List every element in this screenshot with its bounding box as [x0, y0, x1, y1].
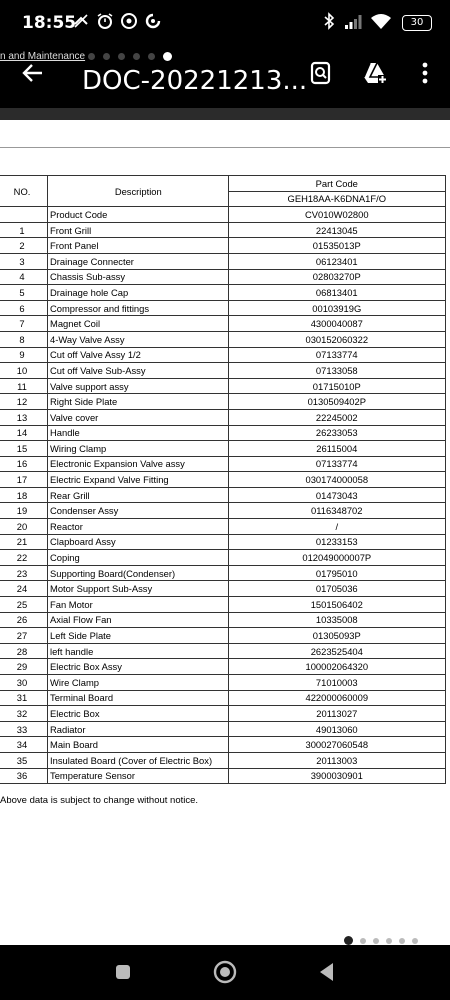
- status-time: 18:55: [22, 13, 77, 33]
- row-number: 6: [0, 300, 48, 316]
- row-description: Compressor and fittings: [48, 300, 229, 316]
- notification-icons: [72, 12, 162, 30]
- row-number: 4: [0, 269, 48, 285]
- row-number: 3: [0, 253, 48, 269]
- table-row: [0, 269, 446, 285]
- row-number: 5: [0, 285, 48, 301]
- row-part-code: 030174000058: [228, 472, 445, 488]
- row-description: Cut off Valve Sub-Assy: [48, 363, 229, 379]
- table-row: [0, 487, 446, 503]
- row-part-code: 71010003: [228, 675, 445, 691]
- row-number: 15: [0, 441, 48, 457]
- whatsapp-icon: [120, 12, 138, 30]
- sync-icon: [144, 12, 162, 30]
- row-part-code: 06813401: [228, 285, 445, 301]
- row-description: Wiring Clamp: [48, 441, 229, 457]
- row-description: Valve cover: [48, 409, 229, 425]
- signal-icon: [344, 12, 362, 30]
- page-indicator-bottom: [344, 936, 418, 945]
- row-description: Terminal Board: [48, 690, 229, 706]
- row-number: 9: [0, 347, 48, 363]
- table-row: [0, 597, 446, 613]
- row-number: 16: [0, 456, 48, 472]
- table-row: [0, 425, 446, 441]
- row-number: 19: [0, 503, 48, 519]
- row-part-code: 01535013P: [228, 238, 445, 254]
- row-part-code: 01715010P: [228, 378, 445, 394]
- table-row: [0, 534, 446, 550]
- table-row: [0, 721, 446, 737]
- row-part-code: 07133058: [228, 363, 445, 379]
- table-row: [0, 612, 446, 628]
- row-number: 11: [0, 378, 48, 394]
- recent-apps-icon[interactable]: [110, 959, 136, 985]
- row-description: Left Side Plate: [48, 628, 229, 644]
- table-row: [0, 222, 446, 238]
- row-part-code: 0130509402P: [228, 394, 445, 410]
- table-row: [0, 628, 446, 644]
- system-icons: [322, 12, 392, 30]
- table-row: [0, 690, 446, 706]
- row-description: Front Grill: [48, 222, 229, 238]
- row-number: 1: [0, 222, 48, 238]
- row-part-code: 06123401: [228, 253, 445, 269]
- row-number: 21: [0, 534, 48, 550]
- row-number: 30: [0, 675, 48, 691]
- alarm-icon: [96, 12, 114, 30]
- row-part-code: 07133774: [228, 347, 445, 363]
- row-number: 14: [0, 425, 48, 441]
- row-number: 32: [0, 706, 48, 722]
- row-part-code: 26233053: [228, 425, 445, 441]
- row-description: Electronic Expansion Valve assy: [48, 456, 229, 472]
- row-part-code: 2623525404: [228, 643, 445, 659]
- row-part-code: /: [228, 519, 445, 535]
- row-description: Reactor: [48, 519, 229, 535]
- row-part-code: 3900030901: [228, 768, 445, 784]
- row-part-code: 1501506402: [228, 597, 445, 613]
- google-drive-add-icon[interactable]: [362, 60, 388, 86]
- row-number: 22: [0, 550, 48, 566]
- row-part-code: 22413045: [228, 222, 445, 238]
- row-number: 23: [0, 565, 48, 581]
- row-number: 34: [0, 737, 48, 753]
- row-number: 17: [0, 472, 48, 488]
- row-number: 20: [0, 519, 48, 535]
- row-part-code: 01473043: [228, 487, 445, 503]
- table-row: [0, 378, 446, 394]
- table-row: [0, 316, 446, 332]
- table-row: [0, 456, 446, 472]
- row-number: 2: [0, 238, 48, 254]
- status-bar: [0, 0, 450, 46]
- row-number: 10: [0, 363, 48, 379]
- product-code-row: [0, 207, 446, 223]
- disclaimer-note: Above data is subject to change without notice.: [0, 795, 199, 806]
- product-code-value: CV010W02800: [228, 207, 445, 223]
- row-number: 36: [0, 768, 48, 784]
- table-row: [0, 253, 446, 269]
- row-description: Chassis Sub-assy: [48, 269, 229, 285]
- table-row: [0, 519, 446, 535]
- row-part-code: 20113027: [228, 706, 445, 722]
- battery-indicator: 30: [402, 15, 432, 31]
- row-description: Front Panel: [48, 238, 229, 254]
- row-description: Supporting Board(Condenser): [48, 565, 229, 581]
- row-number: 31: [0, 690, 48, 706]
- table-row: [0, 581, 446, 597]
- header-no: NO.: [0, 176, 48, 207]
- row-description: Motor Support Sub-Assy: [48, 581, 229, 597]
- more-vert-icon[interactable]: [412, 60, 438, 86]
- row-number: 35: [0, 752, 48, 768]
- row-part-code: 012049000007P: [228, 550, 445, 566]
- row-description: Coping: [48, 550, 229, 566]
- row-part-code: 01305093P: [228, 628, 445, 644]
- table-row: [0, 409, 446, 425]
- toolbar-shadow: [0, 108, 450, 120]
- row-part-code: 10335008: [228, 612, 445, 628]
- table-row: [0, 768, 446, 784]
- row-description: Electric Box: [48, 706, 229, 722]
- row-part-code: 4300040087: [228, 316, 445, 332]
- row-part-code: 20113003: [228, 752, 445, 768]
- table-row: [0, 503, 446, 519]
- app-bar: [0, 46, 450, 108]
- row-part-code: 300027060548: [228, 737, 445, 753]
- table-row: [0, 737, 446, 753]
- table-row: [0, 752, 446, 768]
- breadcrumb: n and Maintenance: [0, 51, 86, 62]
- page-indicator-top: [88, 53, 172, 61]
- document-search-icon[interactable]: [308, 60, 334, 86]
- wifi-icon: [370, 12, 392, 30]
- table-row: [0, 675, 446, 691]
- row-description: Drainage Connecter: [48, 253, 229, 269]
- back-nav-icon[interactable]: [314, 959, 340, 985]
- table-row: [0, 643, 446, 659]
- table-row: [0, 347, 446, 363]
- row-description: Handle: [48, 425, 229, 441]
- row-part-code: 100002064320: [228, 659, 445, 675]
- row-number: 12: [0, 394, 48, 410]
- row-description: Magnet Coil: [48, 316, 229, 332]
- arrow-left-icon[interactable]: [20, 60, 46, 86]
- row-description: Wire Clamp: [48, 675, 229, 691]
- table-row: [0, 394, 446, 410]
- table-row: [0, 285, 446, 301]
- row-number: 29: [0, 659, 48, 675]
- row-part-code: 00103919G: [228, 300, 445, 316]
- row-description: Main Board: [48, 737, 229, 753]
- header-description: Description: [48, 176, 229, 207]
- table-row: [0, 550, 446, 566]
- row-number: 28: [0, 643, 48, 659]
- row-description: Electric Expand Valve Fitting: [48, 472, 229, 488]
- row-description: Insulated Board (Cover of Electric Box): [48, 752, 229, 768]
- table-row: [0, 441, 446, 457]
- row-part-code: 49013060: [228, 721, 445, 737]
- parts-table: [0, 175, 446, 784]
- row-number: 13: [0, 409, 48, 425]
- row-description: Cut off Valve Assy 1/2: [48, 347, 229, 363]
- page-rule: [0, 147, 450, 148]
- row-part-code: 01233153: [228, 534, 445, 550]
- row-description: Drainage hole Cap: [48, 285, 229, 301]
- table-row: [0, 659, 446, 675]
- table-row: [0, 472, 446, 488]
- table-row: [0, 565, 446, 581]
- row-description: Fan Motor: [48, 597, 229, 613]
- row-number: 18: [0, 487, 48, 503]
- row-description: 4-Way Valve Assy: [48, 331, 229, 347]
- missed-call-icon: [72, 12, 90, 30]
- row-number: 26: [0, 612, 48, 628]
- table-row: [0, 363, 446, 379]
- table-row: [0, 706, 446, 722]
- row-part-code: 422000060009: [228, 690, 445, 706]
- row-number: 7: [0, 316, 48, 332]
- document-title: DOC-20221213...: [82, 66, 308, 96]
- row-part-code: 26115004: [228, 441, 445, 457]
- row-description: Clapboard Assy: [48, 534, 229, 550]
- table-row: [0, 300, 446, 316]
- row-description: Right Side Plate: [48, 394, 229, 410]
- row-part-code: 07133774: [228, 456, 445, 472]
- row-description: Condenser Assy: [48, 503, 229, 519]
- row-description: Radiator: [48, 721, 229, 737]
- row-part-code: 02803270P: [228, 269, 445, 285]
- header-model: GEH18AA-K6DNA1F/O: [228, 191, 445, 207]
- home-icon[interactable]: [212, 959, 238, 985]
- table-row: [0, 238, 446, 254]
- document-page[interactable]: [0, 120, 450, 945]
- row-description: Rear Grill: [48, 487, 229, 503]
- row-number: 24: [0, 581, 48, 597]
- table-row: [0, 331, 446, 347]
- row-part-code: 0116348702: [228, 503, 445, 519]
- row-number: 33: [0, 721, 48, 737]
- row-part-code: 01705036: [228, 581, 445, 597]
- row-number: 27: [0, 628, 48, 644]
- row-part-code: 030152060322: [228, 331, 445, 347]
- header-part-code: Part Code: [228, 176, 445, 192]
- row-number: 8: [0, 331, 48, 347]
- product-code-label: Product Code: [48, 207, 229, 223]
- row-description: Electric Box Assy: [48, 659, 229, 675]
- row-number: 25: [0, 597, 48, 613]
- row-description: Temperature Sensor: [48, 768, 229, 784]
- row-description: left handle: [48, 643, 229, 659]
- row-part-code: 22245002: [228, 409, 445, 425]
- navigation-bar: [0, 945, 450, 1000]
- row-description: Valve support assy: [48, 378, 229, 394]
- row-part-code: 01795010: [228, 565, 445, 581]
- row-description: Axial Flow Fan: [48, 612, 229, 628]
- bluetooth-icon: [322, 12, 336, 30]
